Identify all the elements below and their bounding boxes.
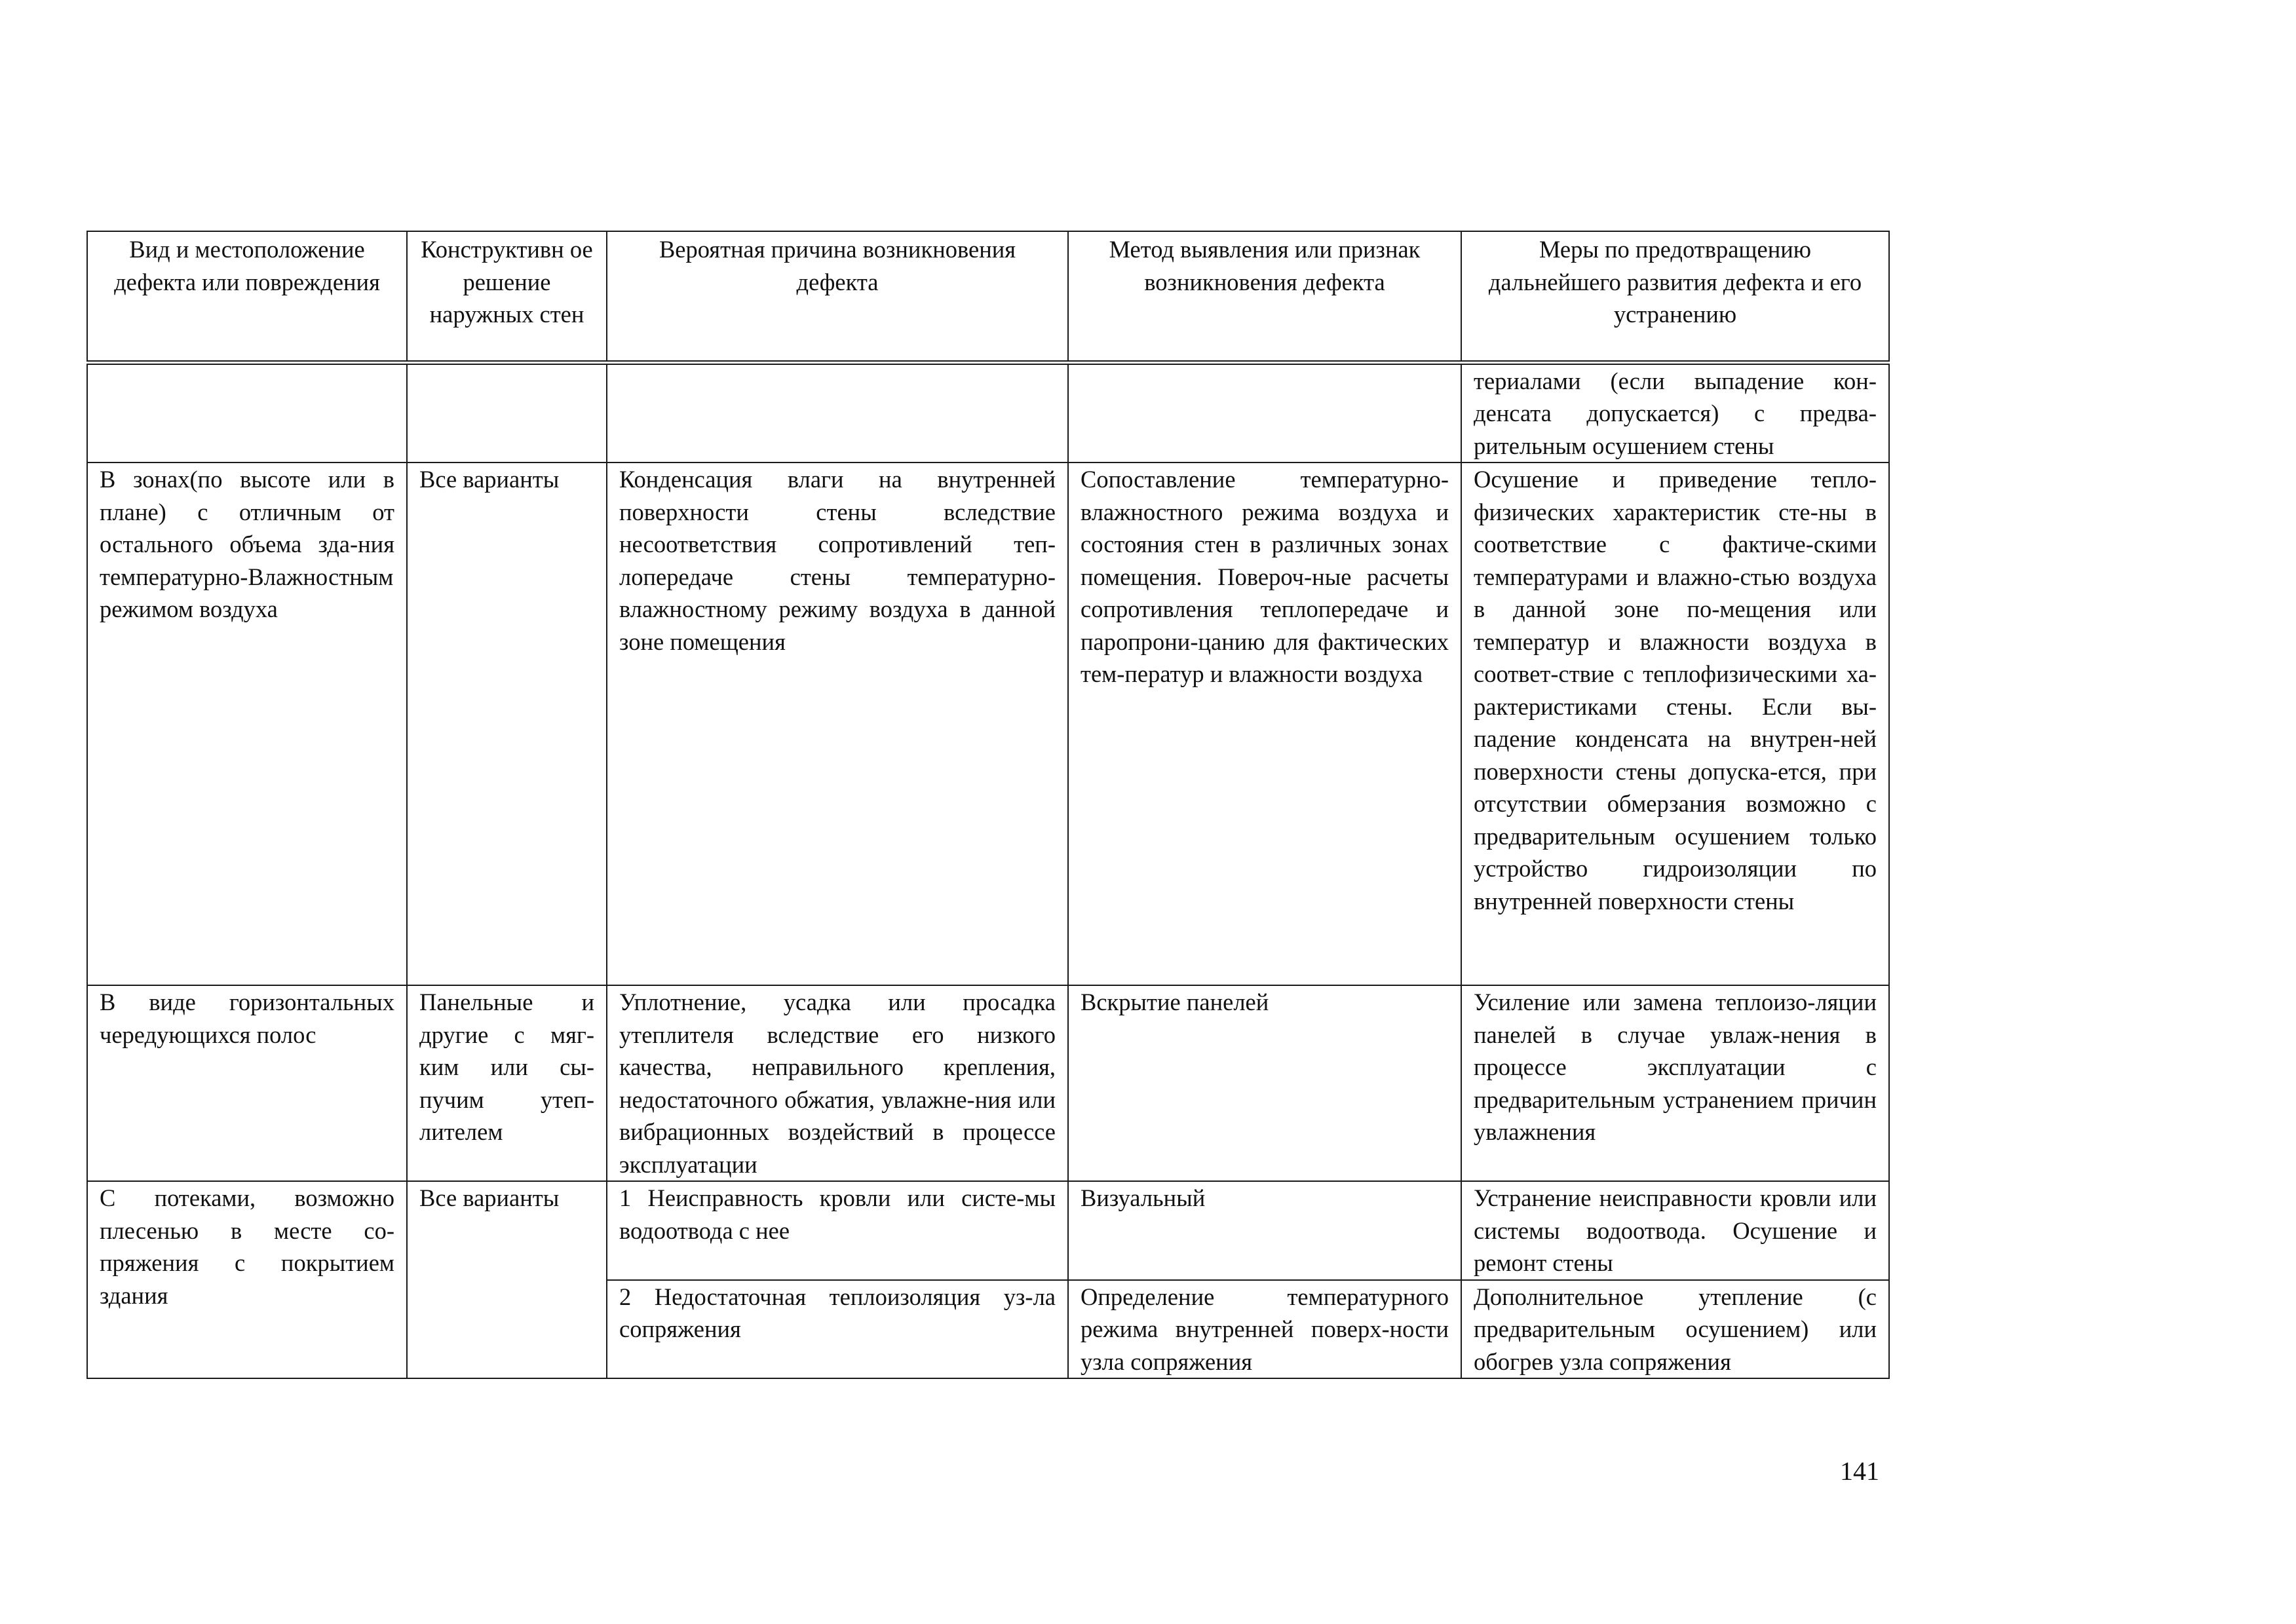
- cell-detection-method: Определение температурного режима внутренней поверх-ности узла сопряжения: [1068, 1280, 1461, 1379]
- cell-prevention-measures: Осушение и приведение тепло-физических характеристик сте-ны в соответствие с фактиче-скими температурами и влажно-стью воздуха в данной зоне по-мещения или температур и влажности воздуха в соответ-ствие с теплофизическими ха-рактеристиками стены. Если вы-падение конденсата на внутрен-ней поверхности стены допуска-ется, при отсутствии обмерзания возможно с предварительным осушением только устройство гидроизоляции по внутренней поверхности стены: [1461, 463, 1889, 985]
- table-row: [87, 362, 1889, 463]
- cell-prevention-measures: Дополнительное утепление (с предварительным осушением) или обогрев узла сопряжения: [1461, 1280, 1889, 1379]
- cell-wall-design: Все варианты: [407, 1181, 607, 1378]
- table-header-row: [87, 231, 1889, 362]
- cell-defect-type: В зонах(по высоте или в плане) с отличным от остального объема зда-ния температурно-Влажностным режимом воздуха: [87, 463, 407, 985]
- table-row: [87, 1181, 1889, 1280]
- cell-prevention-measures: Усиление или замена теплоизо-ляции панелей в случае увлаж-нения в процессе эксплуатации с предварительным устранением причин увлажнения: [1461, 985, 1889, 1181]
- table-row: [87, 463, 1889, 985]
- cell-probable-cause: 2 Недостаточная теплоизоляция уз-ла сопряжения: [607, 1280, 1068, 1379]
- cell-prevention-measures: териалами (если выпадение кон-денсата допускается) с предва-рительным осушением стены: [1461, 362, 1889, 463]
- cell-detection-method: [1068, 362, 1461, 463]
- header-prevention-measures: Меры по предотвращению дальнейшего развития дефекта и его устранению: [1461, 231, 1889, 362]
- cell-defect-type: [87, 362, 407, 463]
- cell-probable-cause: Конденсация влаги на внутренней поверхности стены вследствие несоответствия сопротивлений теп-лопередаче стены температурно-влажностному режиму воздуха в данной зоне помещения: [607, 463, 1068, 985]
- cell-prevention-measures: Устранение неисправности кровли или системы водоотвода. Осушение и ремонт стены: [1461, 1181, 1889, 1280]
- cell-detection-method: Вскрытие панелей: [1068, 985, 1461, 1181]
- defects-table: [86, 231, 1890, 1379]
- cell-probable-cause: Уплотнение, усадка или просадка утеплителя вследствие его низкого качества, неправильного крепления, недостаточного обжатия, увлажне-ния или вибрационных воздействий в процессе эксплуатации: [607, 985, 1068, 1181]
- header-defect-type: Вид и местоположение дефекта или повреждения: [87, 231, 407, 362]
- header-probable-cause: Вероятная причина возникновения дефекта: [607, 231, 1068, 362]
- cell-wall-design: Все варианты: [407, 463, 607, 985]
- header-wall-design: Конструктивн ое решение наружных стен: [407, 231, 607, 362]
- table-row: [87, 985, 1889, 1181]
- cell-wall-design: Панельные и другие с мяг-ким или сы-пучим утеп-лителем: [407, 985, 607, 1181]
- cell-defect-type: В виде горизонтальных чередующихся полос: [87, 985, 407, 1181]
- cell-defect-type: С потеками, возможно плесенью в месте со-пряжения с покрытием здания: [87, 1181, 407, 1378]
- cell-wall-design: [407, 362, 607, 463]
- cell-probable-cause: 1 Неисправность кровли или систе-мы водоотвода с нее: [607, 1181, 1068, 1280]
- page-number: 141: [1840, 1456, 1879, 1486]
- header-detection-method: Метод выявления или признак возникновения дефекта: [1068, 231, 1461, 362]
- cell-detection-method: Сопоставление температурно-влажностного режима воздуха и состояния стен в различных зонах помещения. Повероч-ные расчеты сопротивления теплопередаче и паропрони-цанию для фактических тем-ператур и влажности воздуха: [1068, 463, 1461, 985]
- cell-detection-method: Визуальный: [1068, 1181, 1461, 1280]
- cell-probable-cause: [607, 362, 1068, 463]
